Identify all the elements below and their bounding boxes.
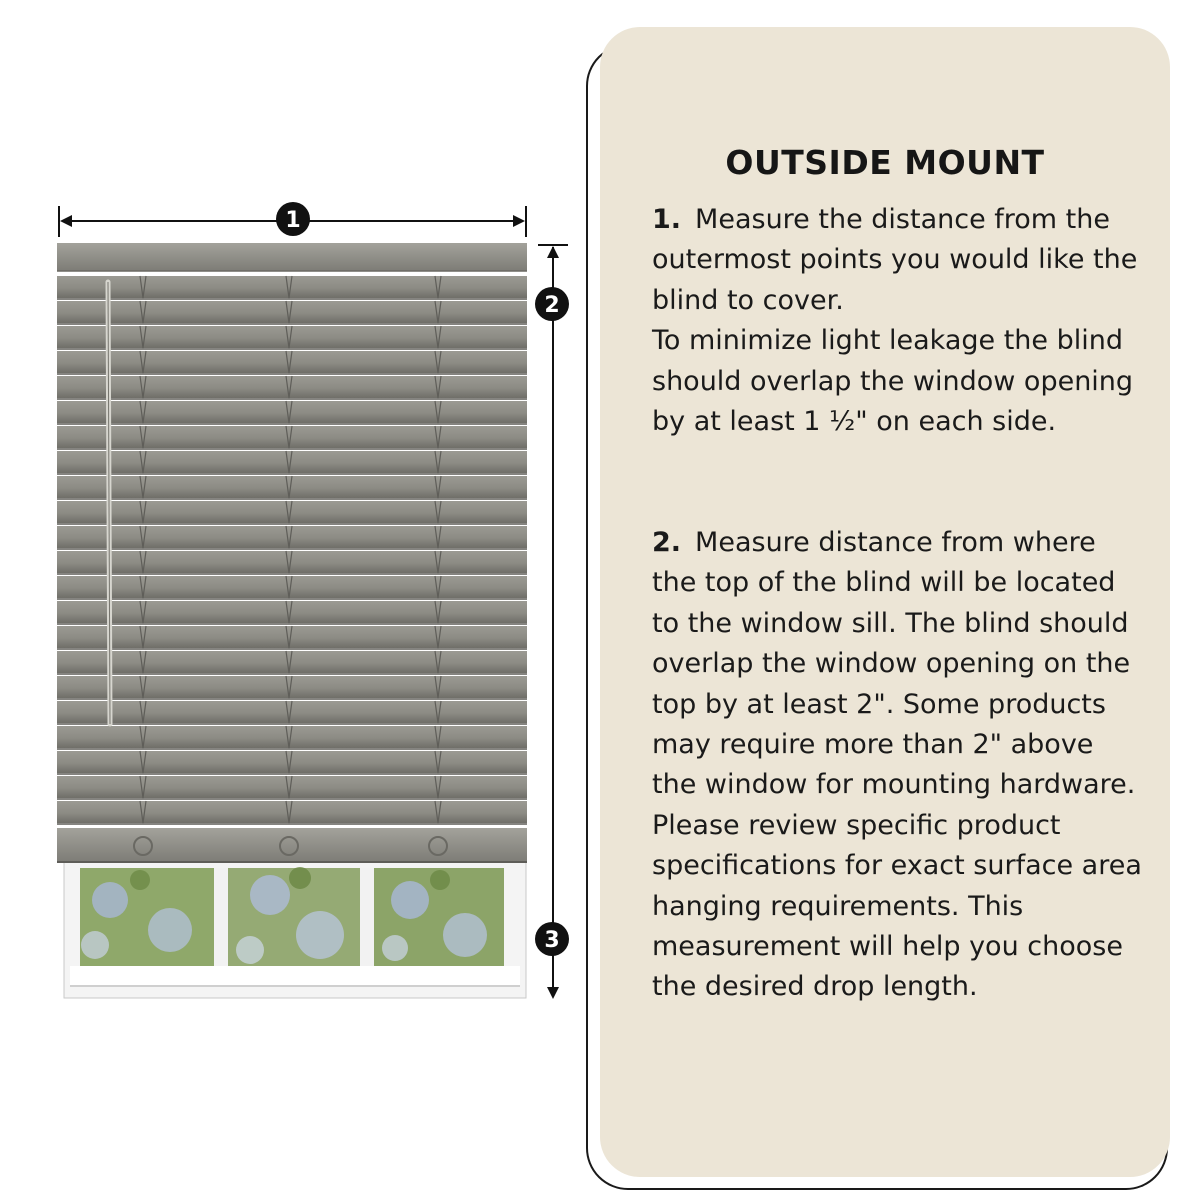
marker-2-label: 2	[544, 293, 560, 318]
blind	[57, 243, 527, 862]
step-2	[652, 523, 1142, 1008]
height-dimension	[538, 245, 568, 999]
instruction-card	[600, 27, 1170, 1177]
step-2-number: 2.	[652, 527, 682, 558]
card-title: OUTSIDE MOUNT	[725, 143, 1045, 182]
marker-1-label: 1	[285, 208, 301, 233]
blind-diagram	[0, 0, 590, 1200]
marker-2	[535, 287, 569, 321]
tilt-wand	[108, 282, 110, 724]
marker-1	[276, 202, 310, 236]
window	[64, 862, 526, 998]
step-2-text: Measure distance from where the top of the blind will be located to the window sill. The blind should overlap the window opening on the top by at least 2". Some products may require more than 2" above the window for mounting hardware. Please review specific product specifications for exact surface area hanging requirements. This measurement will help you choose the desired drop length.	[652, 527, 1142, 1003]
step-1-number: 1.	[652, 204, 682, 235]
marker-3-label: 3	[544, 928, 560, 953]
step-1-text: Measure the distance from the outermost points you would like the blind to cover.	[652, 204, 1138, 316]
blind-slats	[57, 276, 527, 824]
step-1	[652, 200, 1142, 442]
step-1-note: To minimize light leakage the blind should overlap the window opening by at least 1 ½" on each side.	[652, 325, 1134, 438]
marker-3	[535, 922, 569, 956]
